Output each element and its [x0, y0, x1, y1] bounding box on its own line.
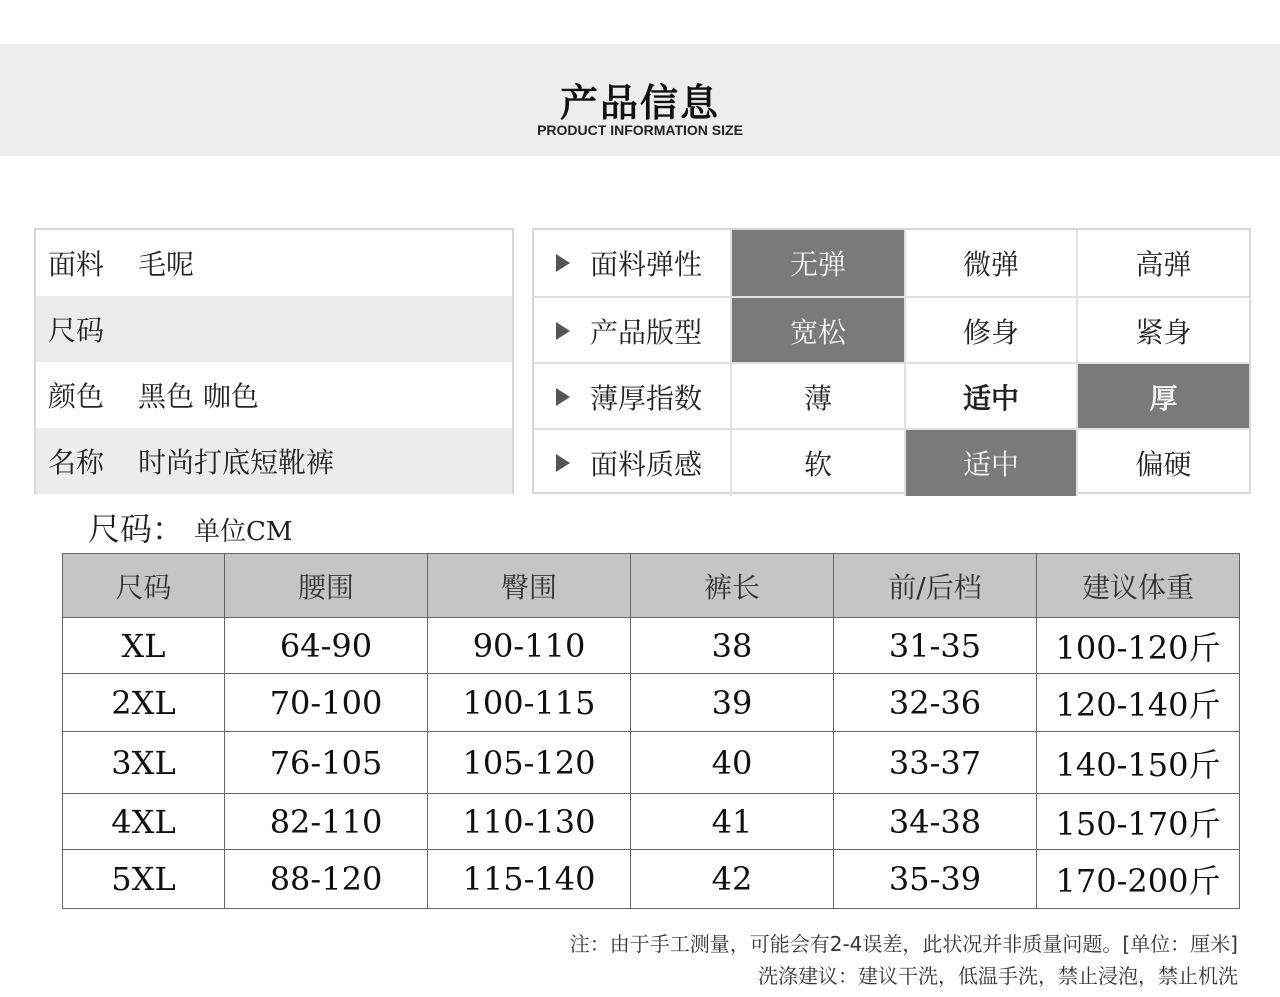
triangle-right-icon — [556, 322, 570, 340]
size-table-header — [63, 554, 1240, 618]
column-header: 尺码 — [63, 554, 225, 618]
attr-option-selected: 适中 — [906, 430, 1078, 496]
attr-row-thickness — [534, 362, 1249, 428]
info-label: 颜色 — [48, 380, 105, 413]
table-cell: 39 — [631, 674, 834, 732]
table-cell: 4XL — [63, 794, 225, 850]
table-cell: 70-100 — [225, 674, 428, 732]
table-cell: 115-140 — [428, 850, 631, 909]
info-row-color — [36, 362, 512, 428]
info-row-fabric — [36, 230, 512, 296]
info-label: 名称 — [48, 446, 105, 479]
attr-label: 面料弹性 — [534, 230, 732, 296]
table-cell: 38 — [631, 618, 834, 674]
attr-option-selected: 无弹 — [732, 230, 906, 296]
attr-option: 薄 — [732, 364, 906, 430]
table-row — [63, 794, 1240, 850]
attr-option: 软 — [732, 430, 906, 496]
table-cell: 170-200斤 — [1037, 850, 1240, 909]
attr-option: 高弹 — [1135, 248, 1192, 281]
column-header: 裤长 — [631, 554, 834, 618]
table-cell: 32-36 — [834, 674, 1037, 732]
attr-row-elasticity — [534, 230, 1249, 296]
info-value: 毛呢 — [138, 248, 195, 281]
table-cell: 88-120 — [225, 850, 428, 909]
attr-option: 适中 — [906, 364, 1078, 430]
attr-label: 产品版型 — [534, 298, 732, 364]
table-cell: 110-130 — [428, 794, 631, 850]
table-cell: 120-140斤 — [1037, 674, 1240, 732]
info-label: 面料 — [48, 248, 105, 281]
table-cell: XL — [63, 618, 225, 674]
size-unit: 单位CM — [194, 517, 293, 547]
table-cell: 140-150斤 — [1037, 732, 1240, 794]
info-label: 尺码 — [48, 314, 105, 347]
measurement-note: 注：由于手工测量，可能会有2-4误差，此状况并非质量问题。[单位：厘米] — [569, 932, 1238, 956]
table-cell: 82-110 — [225, 794, 428, 850]
table-cell: 100-115 — [428, 674, 631, 732]
column-header: 前/后档 — [834, 554, 1037, 618]
table-cell: 2XL — [63, 674, 225, 732]
table-row — [63, 618, 1240, 674]
table-cell: 42 — [631, 850, 834, 909]
attr-row-texture — [534, 428, 1249, 494]
table-cell: 5XL — [63, 850, 225, 909]
column-header: 腰围 — [225, 554, 428, 618]
table-row — [63, 732, 1240, 794]
table-row — [63, 850, 1240, 909]
triangle-right-icon — [556, 388, 570, 406]
attr-option: 修身 — [906, 298, 1078, 364]
table-cell: 100-120斤 — [1037, 618, 1240, 674]
attr-label: 薄厚指数 — [534, 364, 732, 430]
table-cell: 40 — [631, 732, 834, 794]
info-value: 时尚打底短靴裤 — [138, 446, 335, 479]
attr-option-selected: 宽松 — [732, 298, 906, 364]
triangle-right-icon — [556, 454, 570, 472]
washing-note: 洗涤建议：建议干洗，低温手洗，禁止浸泡，禁止机洗 — [758, 964, 1238, 988]
attr-option: 紧身 — [1135, 316, 1192, 349]
table-cell: 33-37 — [834, 732, 1037, 794]
column-header: 建议体重 — [1037, 554, 1240, 618]
info-value: 黑色 咖色 — [138, 380, 259, 413]
attr-label: 面料质感 — [534, 430, 732, 496]
column-header: 臀围 — [428, 554, 631, 618]
info-row-size — [36, 296, 512, 362]
attr-option-selected: 厚 — [1078, 364, 1249, 430]
attr-option: 微弹 — [906, 230, 1078, 296]
table-row — [63, 674, 1240, 732]
page-title: 产品信息 — [559, 81, 720, 125]
attr-option: 偏硬 — [1135, 448, 1192, 481]
product-info-panel — [34, 228, 514, 494]
size-table — [62, 553, 1240, 909]
table-cell: 34-38 — [834, 794, 1037, 850]
info-row-name — [36, 428, 512, 494]
triangle-right-icon — [556, 254, 570, 272]
table-cell: 105-120 — [428, 732, 631, 794]
attribute-grid — [532, 228, 1251, 494]
attr-row-fit — [534, 296, 1249, 362]
table-cell: 41 — [631, 794, 834, 850]
size-heading-label: 尺码： — [88, 510, 185, 548]
table-cell: 90-110 — [428, 618, 631, 674]
size-section-heading — [88, 504, 293, 550]
table-cell: 35-39 — [834, 850, 1037, 909]
table-cell: 150-170斤 — [1037, 794, 1240, 850]
table-cell: 76-105 — [225, 732, 428, 794]
table-cell: 31-35 — [834, 618, 1037, 674]
page-subtitle: PRODUCT INFORMATION SIZE — [537, 122, 743, 138]
table-cell: 64-90 — [225, 618, 428, 674]
table-cell: 3XL — [63, 732, 225, 794]
